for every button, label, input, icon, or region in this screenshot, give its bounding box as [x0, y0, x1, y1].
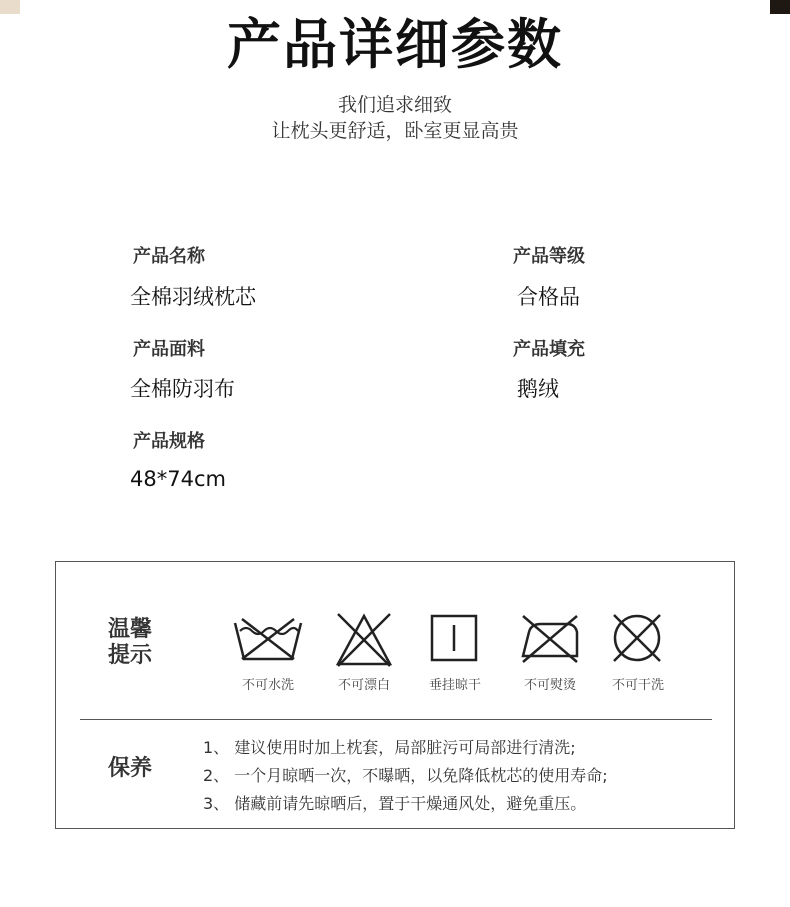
no-iron-label: 不可熨烫: [523, 678, 576, 693]
spec-label-size: 产品规格: [133, 431, 205, 452]
spec-label-name: 产品名称: [133, 246, 205, 267]
no-dry-clean-icon: [610, 611, 664, 665]
care-heading: [108, 617, 152, 669]
no-bleach-icon: [334, 610, 394, 668]
care-heading-line-1: 温馨: [108, 617, 153, 642]
spec-label-grade: 产品等级: [513, 246, 585, 267]
no-bleach-label: 不可漂白: [337, 678, 390, 693]
hang-dry-icon: [430, 614, 478, 662]
maintenance-tip: 2、 一个月晾晒一次，不曝晒，以免降低枕芯的使用寿命;: [203, 766, 608, 785]
subtitle-line-2: 让枕头更舒适，卧室更显高贵: [271, 120, 519, 142]
spec-value-fabric: 全棉防羽布: [130, 377, 235, 401]
care-instructions-box: [55, 561, 735, 829]
spec-value-grade: 合格品: [517, 285, 580, 309]
maintenance-tip: 1、 建议使用时加上枕套，局部脏污可局部进行清洗;: [203, 738, 576, 757]
care-heading-line-2: 提示: [108, 643, 153, 668]
no-wash-label: 不可水洗: [241, 678, 294, 693]
hang-dry-label: 垂挂晾干: [428, 678, 481, 693]
maintenance-tip: 3、 储藏前请先晾晒后，置于干燥通风处，避免重压。: [203, 794, 587, 813]
no-iron-icon: [519, 612, 581, 664]
no-wash-icon: [232, 611, 304, 663]
maintenance-heading: 保养: [108, 756, 153, 781]
spec-label-filling: 产品填充: [513, 339, 585, 360]
spec-value-name: 全棉羽绒枕芯: [130, 285, 256, 309]
spec-label-fabric: 产品面料: [133, 339, 205, 360]
care-divider: [80, 719, 712, 720]
spec-value-size: 48*74cm: [130, 467, 226, 491]
subtitle-line-1: 我们追求细致: [337, 94, 452, 116]
spec-value-filling: 鹅绒: [517, 377, 559, 401]
no-dry-clean-label: 不可干洗: [611, 678, 664, 693]
page-title: 产品详细参数: [227, 13, 563, 76]
